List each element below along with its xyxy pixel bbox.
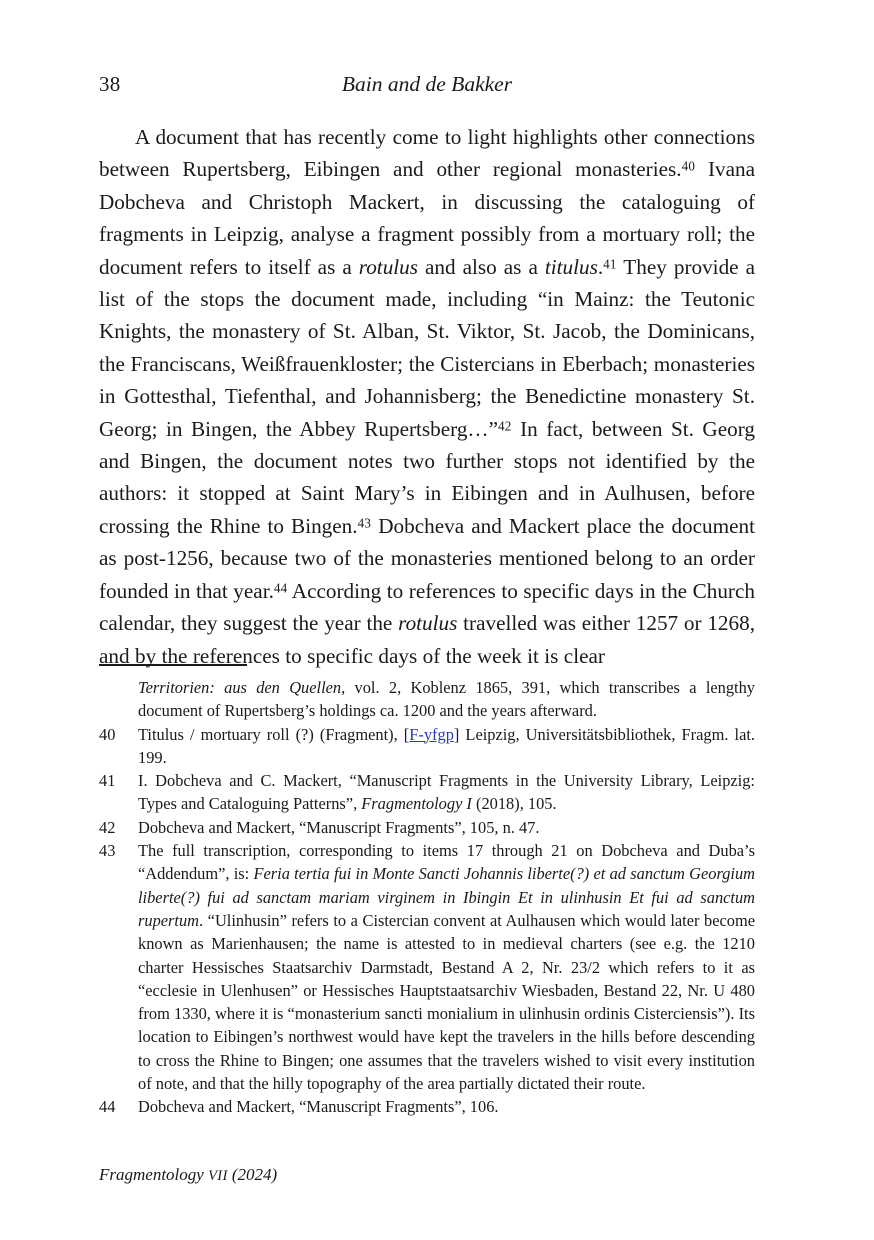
text-run: ] Leipzig, Universitätsbibliothek, Fragm. lat. 199.: [138, 724, 755, 767]
text-run: .: [597, 254, 604, 279]
footnote-continuation: [99, 676, 755, 723]
footnote-number: 42: [99, 817, 116, 837]
italic-text: Fragmentology I: [361, 794, 472, 814]
footnote-marker[interactable]: 41: [603, 256, 617, 272]
text-run: Titulus / mortuary roll (?) (Fragment), [: [138, 724, 410, 744]
footnote-item: [99, 723, 755, 770]
italic-text: Territorien: aus den Quellen: [138, 678, 342, 697]
footnote-item: [99, 839, 755, 1095]
italic-text: titulus: [544, 254, 598, 279]
running-title: Bain and de Bakker: [341, 72, 513, 96]
text-run: A document that has recently come to light highlights other connections between Rupertsberg, Eibingen and other regional monasteries.: [99, 125, 755, 182]
text-run: In fact, between St. Georg and Bingen, the document notes two further stops not identified by the authors: it stopped at Saint Mary’s in Eibingen and in Aulhusen, before crossing the Rhine to Bingen.: [99, 416, 755, 538]
text-run: Dobcheva and Mackert, “Manuscript Fragments”, 105, n. 47.: [138, 817, 540, 837]
running-head: [99, 70, 755, 98]
fragmentarium-handle-link[interactable]: F-yfgp: [409, 724, 454, 744]
footnote-separator-rule: [99, 664, 247, 666]
body-paragraph: [99, 121, 755, 672]
footnote-number: 41: [99, 771, 116, 791]
footnotes-block: [99, 676, 755, 1119]
text-run: and also as a: [418, 254, 545, 279]
italic-text: Feria tertia fui in Monte Sancti Johannis liberte(?) et ad sanctum Georgium liberte(?) fui ad sanctam mariam virginem in Ibingin Et in ulinhusin Et fui ad sanctum rupertum: [138, 864, 755, 930]
text-run: Ivana Dobcheva and Christoph Mackert, in discussing the cataloguing of fragments in Leipzig, analyse a fragment possibly from a mortuary roll; the document refers to itself as a: [99, 157, 755, 279]
text-run: . “Ulinhusin” refers to a Cistercian convent at Aulhausen which would later become known as Marienhausen; the name is attested to in medieval charters (see e.g. the 1210 charter Hessisches Staatsarchiv Darmstadt, Bestand A 2, Nr. 23/2 which refers to it as “ecclesie in Ulenhusen” or Hessisches Hauptstaatsarchiv Wiesbaden, Bestand 22, Nr. U 480 from 1330, where it is “monasterium sancti monialium in ulinhusin ordinis Cisterciensis”). Its location to Eibingen’s northwest would have kept the travelers in the hills before descending to cross the Rhine to Bingen; one assumes that the travelers wished to visit every institution of note, and that the hilly topography of the area partially dictated their route.: [138, 910, 755, 1094]
text-run: According to references to specific days in the Church calendar, they suggest the year the: [99, 578, 755, 636]
footer-year: (2024): [231, 1165, 278, 1184]
text-run: travelled was either 1257 or 1268, and by the references to specific days of the week it is clear: [99, 611, 756, 668]
footnote-number: 43: [99, 841, 116, 861]
footnote-marker[interactable]: 43: [357, 515, 372, 531]
footer-journal-title: Fragmentology: [99, 1165, 204, 1184]
footnote-number: 44: [99, 1097, 116, 1117]
text-run: The full transcription, corresponding to items 17 through 21 on Dobcheva and Duba’s “Addendum”, is:: [138, 841, 755, 884]
body-text-block: [99, 121, 755, 672]
italic-text: rotulus: [358, 254, 419, 279]
italic-text: rotulus: [398, 611, 458, 636]
footnote-item: [99, 769, 755, 816]
text-run: I. Dobcheva and C. Mackert, “Manuscript Fragments in the University Library, Leipzig: Types and Cataloguing Patterns”,: [138, 771, 755, 814]
footnote-item: [99, 1095, 755, 1118]
page-footer: [99, 1164, 277, 1187]
footnote-marker[interactable]: 44: [273, 580, 288, 596]
text-run: (2018), 105.: [471, 794, 557, 814]
footnote-marker[interactable]: 42: [498, 418, 512, 434]
footnote-number: 40: [99, 724, 116, 744]
text-run: , vol. 2, Koblenz 1865, 391, which transcribes a lengthy document of Rupertsberg’s holdings ca. 1200 and the years afterward.: [138, 678, 755, 721]
text-run: Dobcheva and Mackert, “Manuscript Fragments”, 106.: [138, 1097, 499, 1117]
footnote-item: [99, 816, 755, 839]
footer-volume: VII: [208, 1168, 228, 1184]
footnote-marker[interactable]: 40: [681, 158, 696, 174]
text-run: They provide a list of the stops the document made, including “in Mainz: the Teutonic Knights, the monastery of St. Alban, St. Viktor, St. Jacob, the Dominicans, the Franciscans, Weißfrauenkloster; the Cistercians in Eberbach; monasteries in Gottesthal, Tiefenthal, and Johannisberg; the Benedictine monastery St. Georg; in Bingen, the Abbey Rupertsberg…”: [99, 254, 755, 441]
page-number: 38: [99, 72, 121, 96]
text-run: Dobcheva and Mackert place the document as post-1256, because two of the monasteries mentioned belong to an order founded in that year.: [99, 513, 755, 603]
